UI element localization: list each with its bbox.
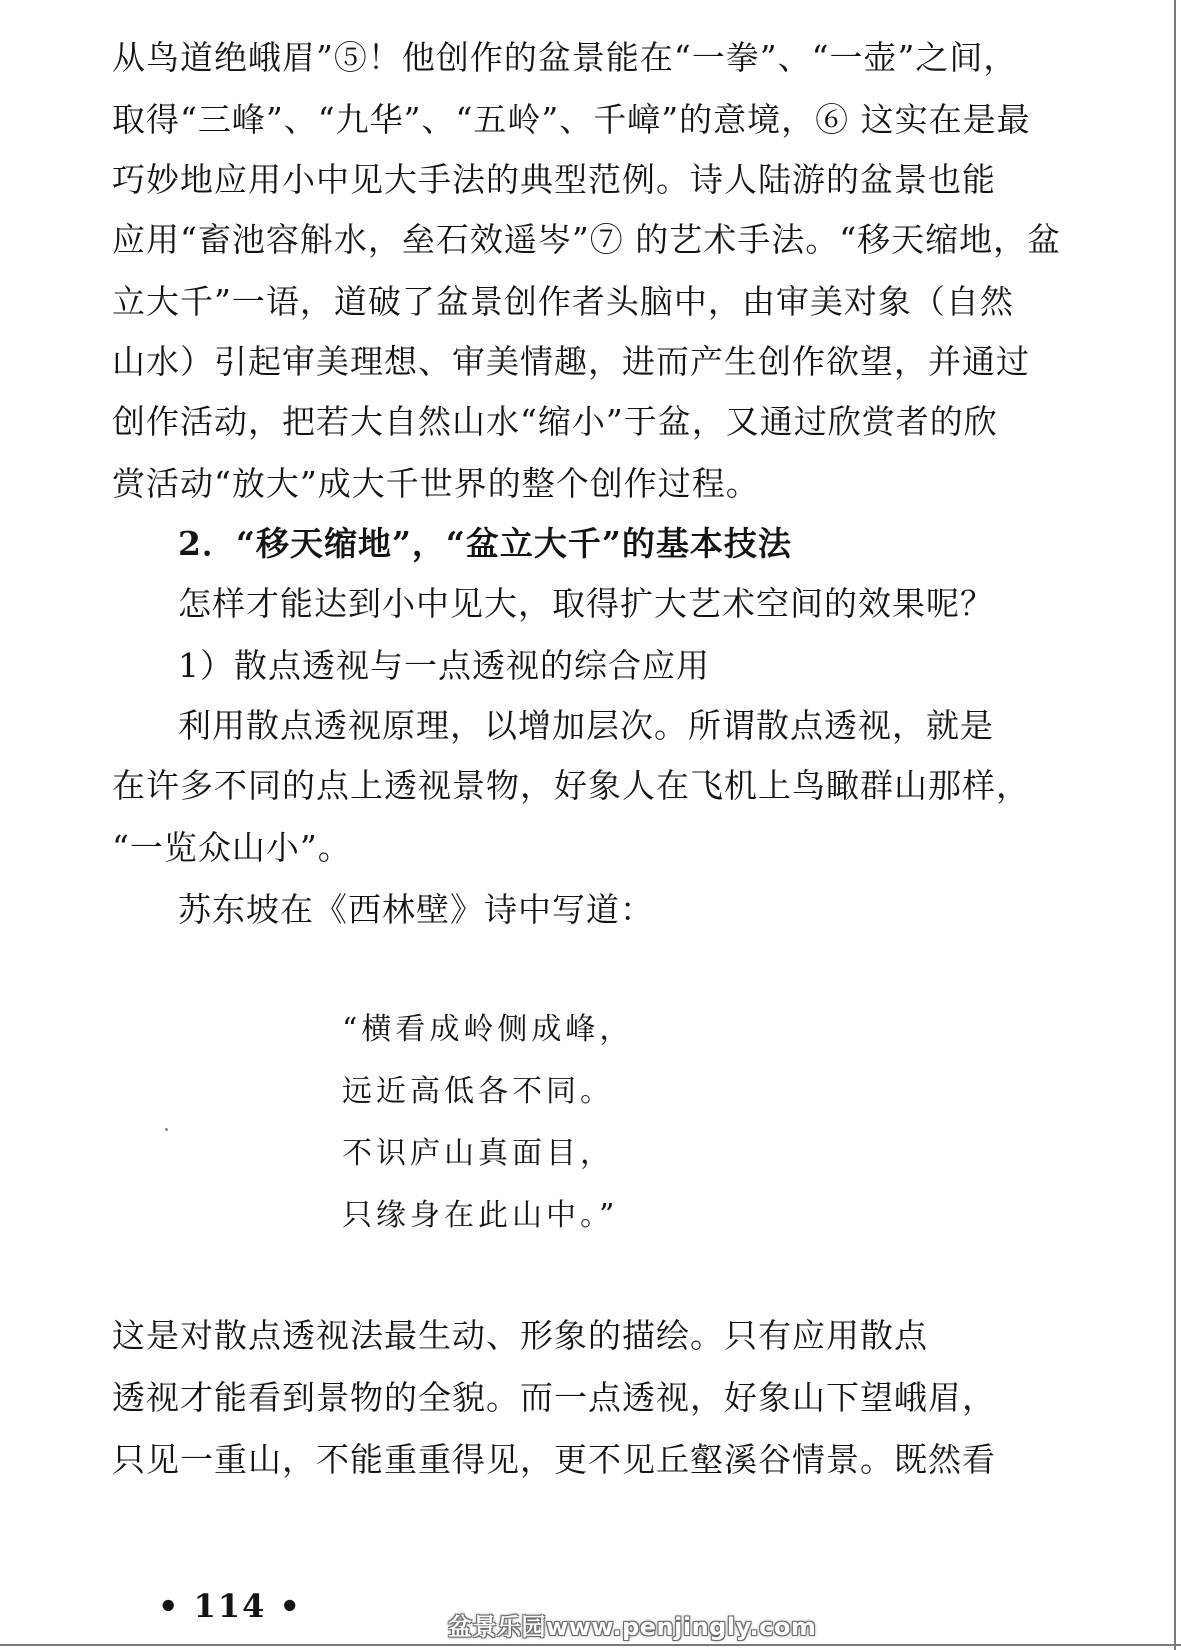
- poem-intro: 苏东坡在《西林壁》诗中写道：: [178, 890, 654, 929]
- paragraph-line: 利用散点透视原理，以增加层次。所谓散点透视，就是: [178, 706, 994, 745]
- subheading: 1）散点透视与一点透视的综合应用: [178, 646, 710, 685]
- paragraph-line: 这是对散点透视法最生动、形象的描绘。只有应用散点: [112, 1316, 928, 1355]
- poem-line: 不识庐山真面目，: [342, 1136, 614, 1171]
- paragraph-line: 巧妙地应用小中见大手法的典型范例。诗人陆游的盆景也能: [112, 160, 996, 199]
- paragraph-line: 透视才能看到景物的全貌。而一点透视，好象山下望峨眉，: [112, 1378, 996, 1417]
- paragraph-line: 立大千”一语，道破了盆景创作者头脑中，由审美对象（自然: [112, 282, 1014, 321]
- poem-line: “横看成岭侧成峰，: [342, 1012, 634, 1047]
- paragraph-line: 创作活动，把若大自然山水“缩小”于盆，又通过欣赏者的欣: [112, 402, 998, 441]
- paragraph-line: “一览众山小”。: [112, 828, 352, 867]
- paragraph-line: 山水）引起审美理想、审美情趣，进而产生创作欲望，并通过: [112, 342, 1030, 381]
- scan-border-right: [1174, 0, 1176, 1650]
- paragraph-line: 取得“三峰”、“九华”、“五岭”、千嶂”的意境，⑥ 这实在是最: [112, 100, 1031, 139]
- poem-line: 远近高低各不同。: [342, 1074, 614, 1109]
- page-number: • 114 •: [158, 1587, 302, 1625]
- poem-line: 只缘身在此山中。”: [342, 1198, 619, 1233]
- paragraph-line: 赏活动“放大”成大千世界的整个创作过程。: [112, 464, 760, 503]
- site-watermark: 盆景乐园www.penjingly.com: [448, 1613, 817, 1641]
- paragraph-line: 在许多不同的点上透视景物，好象人在飞机上鸟瞰群山那样，: [112, 766, 1030, 805]
- scan-speck: [165, 1128, 168, 1131]
- paragraph-line: 应用“畜池容斛水，垒石效遥岑”⑦ 的艺术手法。“移天缩地，盆: [112, 220, 1062, 259]
- question-line: 怎样才能达到小中见大，取得扩大艺术空间的效果呢？: [178, 584, 994, 623]
- paragraph-line: 只见一重山，不能重重得见，更不见丘壑溪谷情景。既然看: [112, 1440, 996, 1479]
- scan-border-bottom: [0, 1644, 1181, 1646]
- section-heading: 2．“移天缩地”，“盆立大千”的基本技法: [178, 524, 792, 563]
- paragraph-line: 从鸟道绝峨眉”⑤！他创作的盆景能在“一拳”、“一壶”之间，: [112, 38, 1018, 77]
